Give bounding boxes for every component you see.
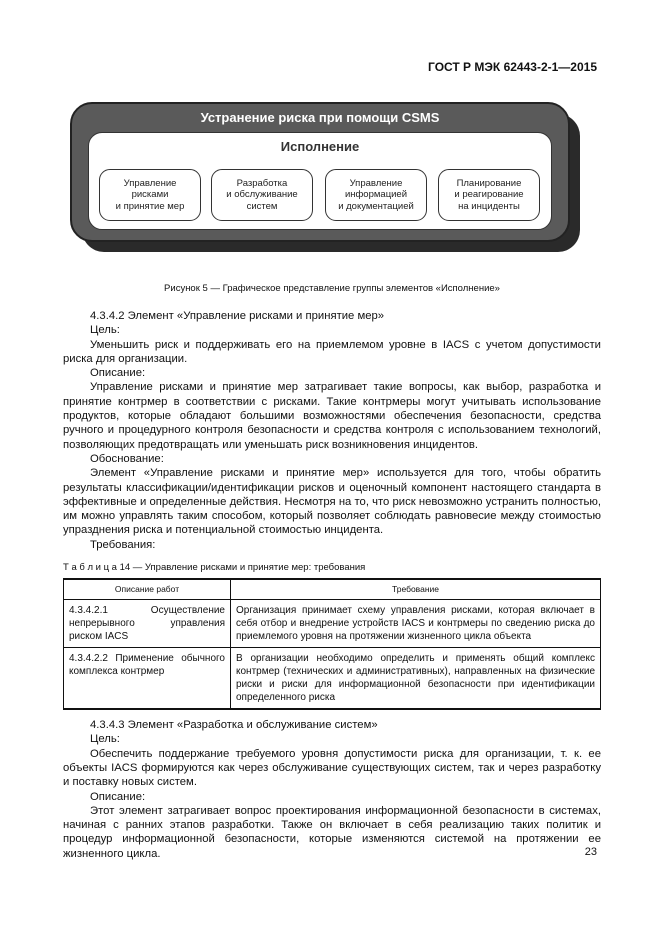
paragraph: Обеспечить поддержание требуемого уровня допустимости риска для организации, т. к. ее объекты IACS формируются как через обслуживание существующих систем, так и через разработку и поставку новых систем. [63,747,601,789]
diagram-element-box: Управление информацией и документацией [325,169,427,221]
body-flow [63,283,601,861]
table-row [64,648,601,710]
column-header: Требование [231,579,601,600]
table-cell: Организация принимает схему управления рисками, которая включает в себя отбор и внедрение устройств IACS и контрмеры по сведению риска до приемлемого уровня на протяжении жизненного цикла объекта [231,600,601,648]
table-row [64,600,601,648]
diagram-inner-box [88,132,552,230]
paragraph: Описание: [90,790,146,803]
page-number: 23 [584,846,597,858]
paragraph: Цель: [90,324,120,337]
section-heading: 4.3.4.2 Элемент «Управление рисками и принятие мер» [90,310,385,322]
standard-header: ГОСТ Р МЭК 62443-2-1—2015 [428,60,597,74]
requirements-table [63,578,601,710]
paragraph: Обоснование: [90,452,164,465]
section-heading: 4.3.4.3 Элемент «Разработка и обслуживание систем» [90,719,378,732]
diagram-outer-title: Устранение риска при помощи CSMS [200,110,440,125]
paragraph: Требования: [90,538,156,551]
diagram-outer-box [70,102,570,242]
table-cell: 4.3.4.2.1 Осуществление непрерывного управления риском IACS [64,600,231,648]
table-cell: 4.3.4.2.2 Применение обычного комплекса контрмер [64,648,231,710]
section-4-3-4-3 [63,718,601,861]
diagram-element-box: Планирование и реагирование на инциденты [438,169,540,221]
paragraph: Элемент «Управление рисками и принятие мер» используется для того, чтобы обратить результаты классификации/идентификации рисков и оценочный компонент настоящего стандарта в эффективные и определенные действия. Несмотря на то, что риск невозможно устранить полностью, им можно управлять таким способом, который позволяет соблюдать равновесие между стоимостью упразднения риска и потенциальной стоимостью инцидента. [63,467,601,537]
paragraph: Уменьшить риск и поддерживать его на приемлемом уровне в IACS с учетом допустимости риска для организации. [63,338,601,365]
column-header: Описание работ [64,579,231,600]
paragraph: Цель: [90,733,120,746]
figure-caption: Рисунок 5 — Графическое представление группы элементов «Исполнение» [164,283,500,294]
paragraph: Этот элемент затрагивает вопрос проектирования информационной безопасности в системах, начиная с ранних этапов разработки. Также он включает в себя реализацию таких политик и процедур информационной безопасности, которые изменяются системой на протяжении ее жизненного цикла. [63,804,601,860]
paragraph: Управление рисками и принятие мер затрагивает такие вопросы, как выбор, разработка и принятие контрмер в соответствии с рисками. Такие контрмеры могут учитывать использование продуктов, которые обладают большими возможностями обеспечения безопасности, средства ручного и процедурного контроля безопасности и средства контроля с использованием технологий, позволяющих предотвращать или уменьшать риск возникновения инцидентов. [63,381,601,451]
table-title: Т а б л и ц а 14 — Управление рисками и принятие мер: требования [63,562,366,574]
paragraph: Описание: [90,367,146,380]
diagram-element-box: Разработка и обслуживание систем [211,169,313,221]
figure-5-diagram [70,102,580,252]
section-4-3-4-2 [63,309,601,552]
table-cell: В организации необходимо определить и применять общий комплекс контрмер (технических и административных), направленных на физические риски и риски для информационной безопасности при идентификации определенного риска [231,648,601,710]
diagram-inner-title: Исполнение [280,139,360,154]
diagram-element-box: Управление рисками и принятие мер [99,169,201,221]
